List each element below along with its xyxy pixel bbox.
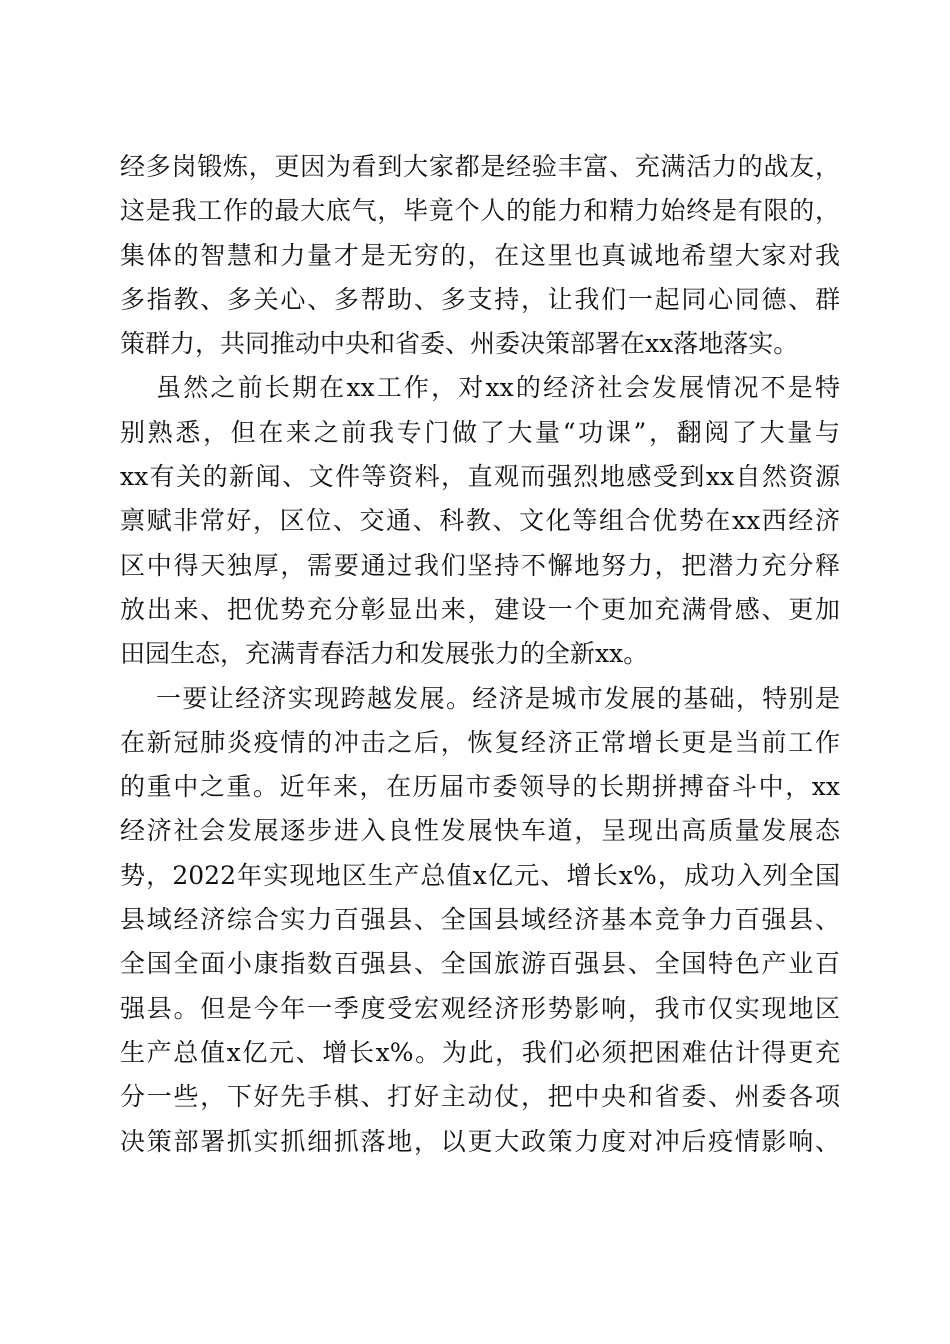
text-line: 田园生态，充满青春活力和发展张力的全新xx。 <box>120 639 649 669</box>
text-line: 县域经济综合实力百强县、全国县域经济基本竞争力百强县、 <box>120 905 840 935</box>
text-line: 全国全面小康指数百强县、全国旅游百强县、全国特色产业百 <box>120 949 840 979</box>
text-line: 策群力，共同推动中央和省委、州委决策部署在xx落地落实。 <box>120 329 799 359</box>
text-line: 虽然之前长期在xx工作，对xx的经济社会发展情况不是特 <box>156 373 840 403</box>
text-line: 区中得天独厚，需要通过我们坚持不懈地努力，把潜力充分释 <box>120 550 840 580</box>
text-line: 的重中之重。近年来，在历届市委领导的长期拼搏奋斗中，xx <box>120 772 840 802</box>
text-line: 集体的智慧和力量才是无穷的，在这里也真诚地希望大家对我 <box>120 240 840 270</box>
text-line: 势，2022年实现地区生产总值x亿元、增长x%，成功入列全国 <box>120 860 840 890</box>
text-line: 经济社会发展逐步进入良性发展快车道，呈现出高质量发展态 <box>120 816 840 846</box>
text-line: 在新冠肺炎疫情的冲击之后，恢复经济正常增长更是当前工作 <box>120 727 840 757</box>
text-line: 生产总值x亿元、增长x%。为此，我们必须把困难估计得更充 <box>120 1037 840 1067</box>
text-line: 一要让经济实现跨越发展。经济是城市发展的基础，特别是 <box>156 683 840 713</box>
text-line: 这是我工作的最大底气，毕竟个人的能力和精力始终是有限的， <box>120 196 840 226</box>
text-line: 禀赋非常好，区位、交通、科教、文化等组合优势在xx西经济 <box>120 506 840 536</box>
text-line: xx有关的新闻、文件等资料，直观而强烈地感受到xx自然资源 <box>120 462 840 492</box>
text-line: 别熟悉，但在来之前我专门做了大量“功课”，翻阅了大量与 <box>120 417 840 447</box>
text-line: 放出来、把优势充分彰显出来，建设一个更加充满骨感、更加 <box>120 594 840 624</box>
body-text <box>120 145 840 1164</box>
text-line: 分一些，下好先手棋、打好主动仗，把中央和省委、州委各项 <box>120 1082 840 1112</box>
text-line: 经多岗锻炼，更因为看到大家都是经验丰富、充满活力的战友， <box>120 152 840 181</box>
text-line: 决策部署抓实抓细抓落地，以更大政策力度对冲后疫情影响、 <box>120 1126 840 1156</box>
text-line: 多指教、多关心、多帮助、多支持，让我们一起同心同德、群 <box>120 284 840 314</box>
text-line: 强县。但是今年一季度受宏观经济形势影响，我市仅实现地区 <box>120 993 840 1023</box>
